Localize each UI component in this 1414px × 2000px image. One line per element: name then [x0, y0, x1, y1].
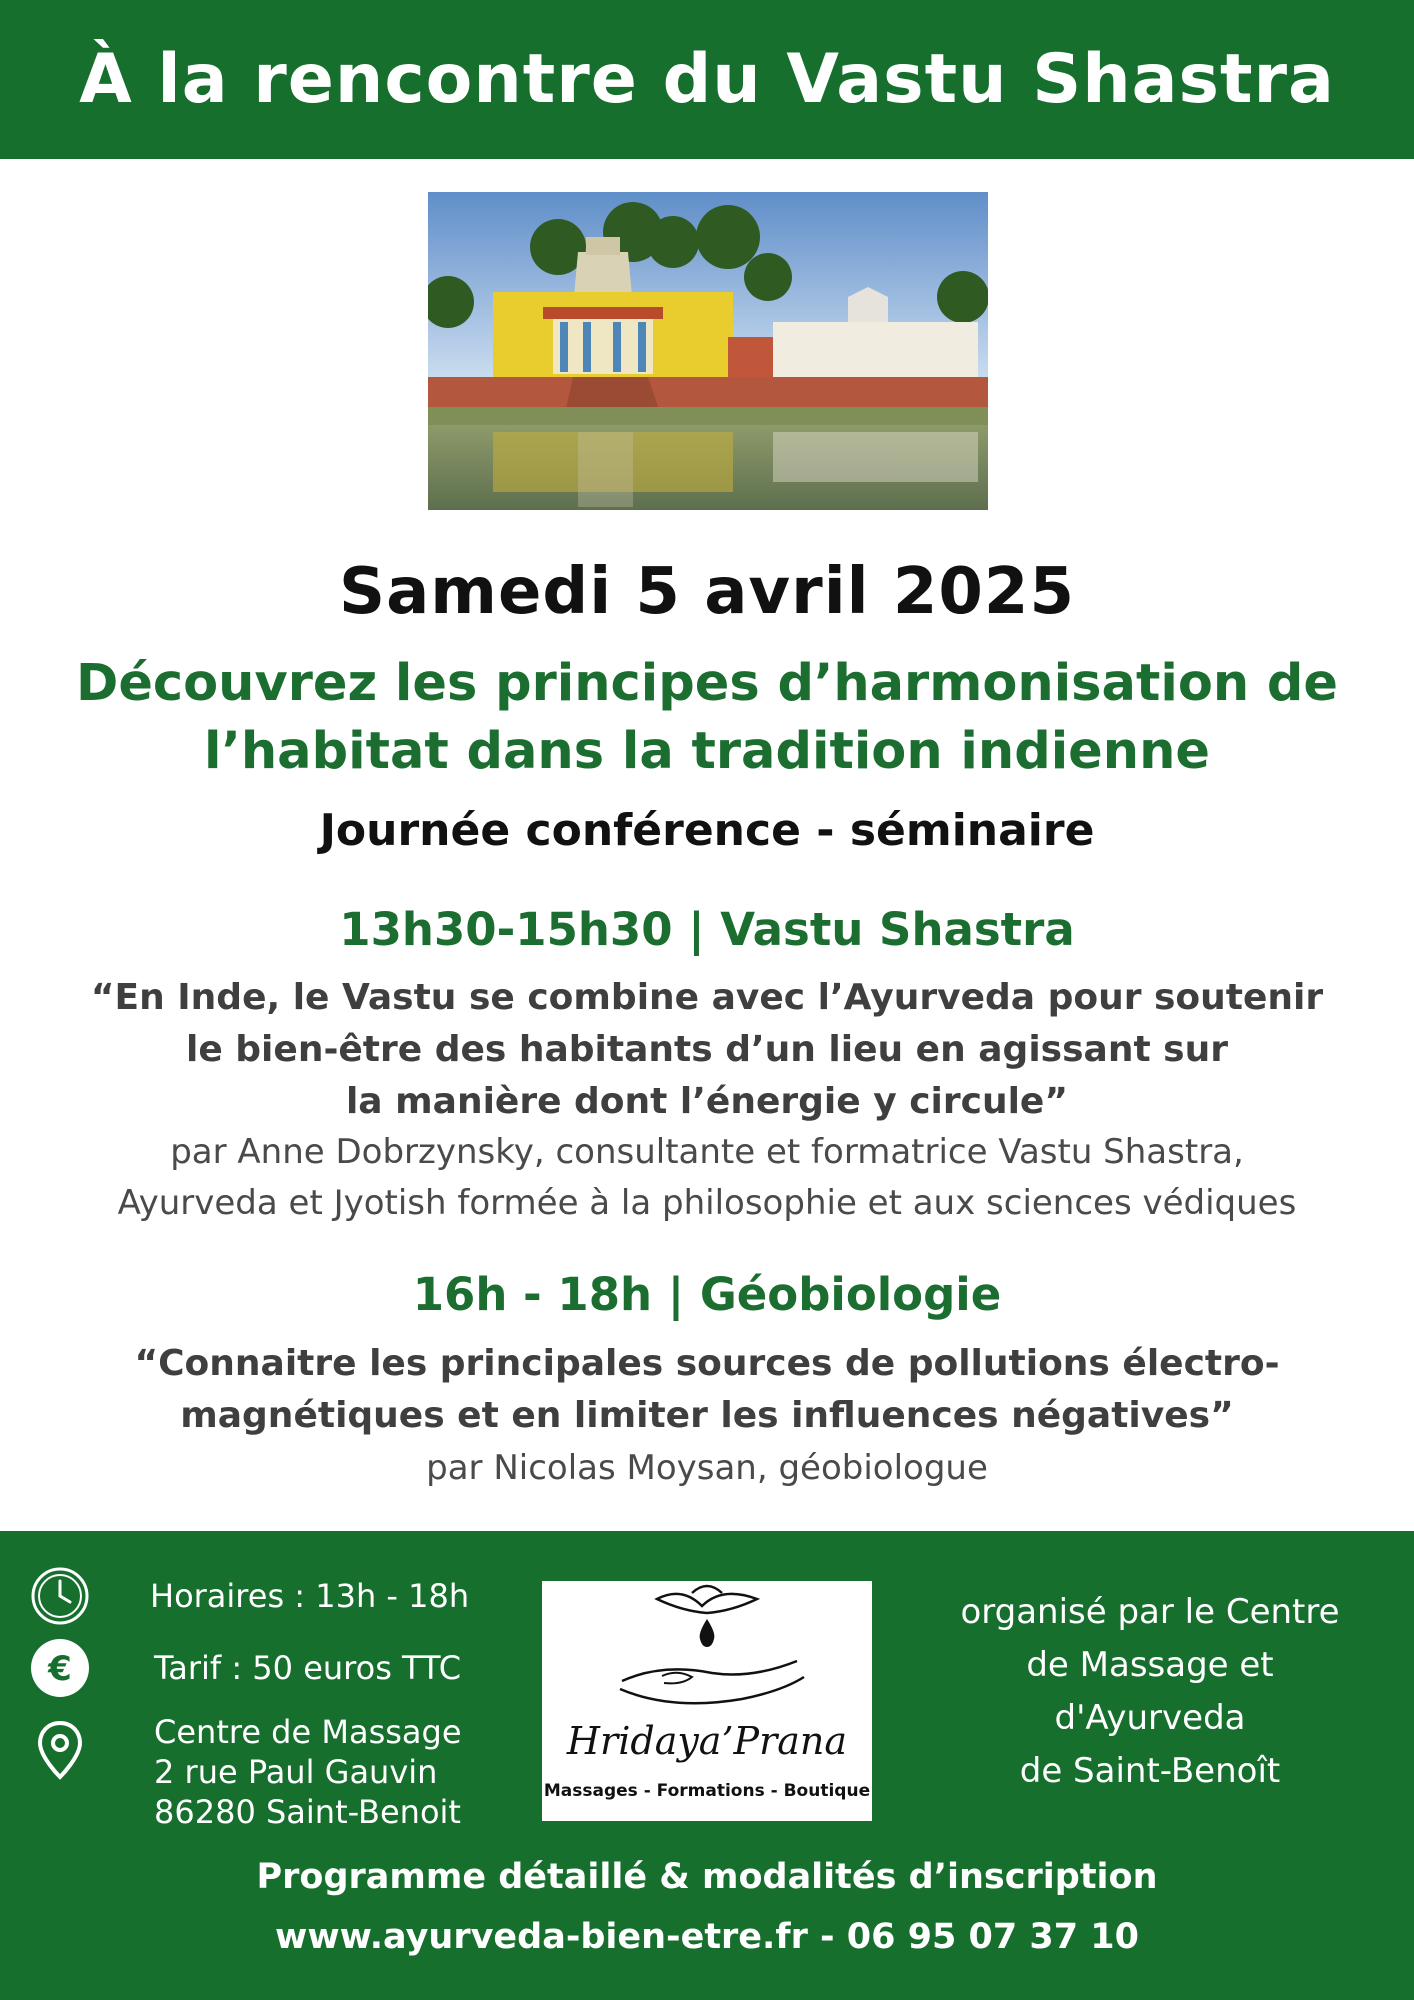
svg-text:€: €: [48, 1649, 72, 1689]
session-speaker-vastu: [0, 1127, 1414, 1229]
quote-line: “En Inde, le Vastu se combine avec l’Ayurveda pour soutenir: [90, 977, 1324, 1018]
logo-name: Hridaya’Prana: [566, 1719, 848, 1763]
euro-icon: [30, 1638, 90, 1698]
organizer-line: de Saint-Benoît: [1019, 1751, 1281, 1791]
session-title-geobiologie: 16h - 18h | Géobiologie: [412, 1268, 1002, 1321]
quote-line: la manière dont l’énergie y circule”: [345, 1081, 1069, 1122]
headline-line: Découvrez les principes d’harmonisation de: [75, 654, 1339, 713]
organizer-line: d'Ayurveda: [1054, 1698, 1246, 1738]
location-pin-icon: [30, 1720, 90, 1780]
price-row: [30, 1638, 461, 1698]
hridaya-prana-logo: [542, 1581, 872, 1821]
address-text: [154, 1712, 462, 1832]
address-line: 2 rue Paul Gauvin: [154, 1753, 438, 1791]
contact-line: www.ayurveda-bien-etre.fr - 06 95 07 37 10: [275, 1917, 1139, 1957]
quote-line: le bien-être des habitants d’un lieu en agissant sur: [186, 1029, 1228, 1070]
headline-line: l’habitat dans la tradition indienne: [204, 722, 1210, 781]
session-speaker-geobiologie: [0, 1443, 1414, 1494]
lotus-hand-icon: [542, 1581, 872, 1721]
logo-tagline: Massages - Formations - Boutique: [543, 1781, 871, 1801]
page-title: À la rencontre du Vastu Shastra: [79, 40, 1335, 119]
quote-line: “Connaitre les principales sources de pollutions électro-: [134, 1343, 1280, 1384]
program-details-text: Programme détaillé & modalités d’inscription: [256, 1857, 1158, 1897]
temple-photo: [428, 192, 988, 510]
event-headline: [0, 650, 1414, 786]
event-date: Samedi 5 avril 2025: [339, 555, 1075, 629]
clock-icon: [30, 1566, 90, 1626]
quote-line: magnétiques et en limiter les influences négatives”: [180, 1395, 1234, 1436]
hours-text: Horaires : 13h - 18h: [150, 1577, 470, 1615]
speaker-line: Ayurveda et Jyotish formée à la philosophie et aux sciences védiques: [117, 1183, 1297, 1223]
price-text: Tarif : 50 euros TTC: [154, 1649, 462, 1687]
speaker-line: par Anne Dobrzynsky, consultante et formatrice Vastu Shastra,: [170, 1132, 1244, 1172]
title-banner: [0, 0, 1414, 159]
address-row: [30, 1713, 462, 1832]
organizer-line: de Massage et: [1026, 1645, 1274, 1685]
speaker-line: par Nicolas Moysan, géobiologue: [426, 1448, 988, 1488]
session-title-vastu: 13h30-15h30 | Vastu Shastra: [339, 903, 1075, 956]
session-quote-geobiologie: [0, 1338, 1414, 1442]
info-footer: [0, 1531, 1414, 2000]
hours-row: [30, 1566, 469, 1626]
session-quote-vastu: [0, 972, 1414, 1128]
address-line: 86280 Saint-Benoit: [154, 1793, 461, 1831]
organizer-text: [930, 1586, 1370, 1798]
organizer-line: organisé par le Centre: [960, 1592, 1340, 1632]
address-line: Centre de Massage: [154, 1713, 462, 1751]
event-subheading: Journée conférence - séminaire: [319, 805, 1095, 856]
